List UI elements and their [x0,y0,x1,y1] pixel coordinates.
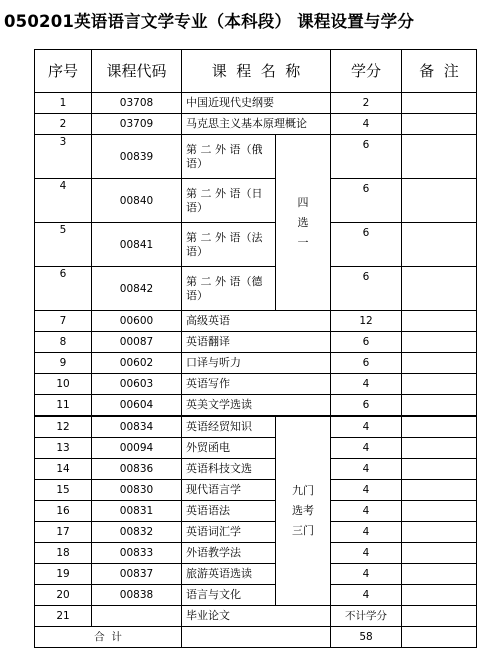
remarks-cell [402,564,477,585]
header-seq: 序号 [35,50,92,93]
credits-cell: 6 [331,223,402,267]
code-cell: 00833 [92,543,182,564]
course-name-cell: 第 二 外 语（德语） [182,267,276,311]
course-name-cell: 语言与文化 [182,585,276,606]
seq-cell: 18 [35,543,92,564]
seq-cell: 7 [35,311,92,332]
seq-cell: 4 [35,179,92,223]
table-row [35,395,477,417]
table-row [35,332,477,353]
remarks-cell [402,223,477,267]
seq-cell: 20 [35,585,92,606]
seq-cell: 3 [35,135,92,179]
code-cell: 00834 [92,416,182,438]
course-name-cell: 外语教学法 [182,543,276,564]
remarks-cell [402,522,477,543]
course-name-cell: 英语语法 [182,501,276,522]
remarks-cell [402,114,477,135]
remarks-cell [402,395,477,417]
table-row [35,438,477,459]
table-header-row [35,50,477,93]
credits-cell: 4 [331,543,402,564]
course-name-cell: 中国近现代史纲要 [182,93,331,114]
remarks-cell [402,416,477,438]
credits-cell: 4 [331,585,402,606]
code-cell: 00604 [92,395,182,417]
credits-cell: 4 [331,438,402,459]
seq-cell: 14 [35,459,92,480]
credits-cell: 2 [331,93,402,114]
total-credits: 58 [331,627,402,648]
credits-cell: 4 [331,374,402,395]
course-name-cell: 口译与听力 [182,353,331,374]
credits-cell: 6 [331,353,402,374]
course-name-cell: 现代语言学 [182,480,276,501]
seq-cell: 2 [35,114,92,135]
table-row [35,223,477,267]
course-name-cell: 外贸函电 [182,438,276,459]
header-name: 课 程 名 称 [182,50,331,93]
remarks-cell [402,93,477,114]
table-row [35,416,477,438]
code-cell: 00830 [92,480,182,501]
seq-cell: 8 [35,332,92,353]
code-cell: 00602 [92,353,182,374]
credits-cell: 6 [331,267,402,311]
code-cell: 00838 [92,585,182,606]
course-name-cell: 英美文学选读 [182,395,331,417]
code-cell: 03708 [92,93,182,114]
remarks-cell [402,501,477,522]
code-cell: 00094 [92,438,182,459]
course-name-cell: 毕业论文 [182,606,331,627]
code-cell: 00603 [92,374,182,395]
seq-cell: 12 [35,416,92,438]
code-cell: 00841 [92,223,182,267]
remarks-cell [402,179,477,223]
table-row [35,93,477,114]
total-name-cell [182,627,331,648]
code-cell: 00832 [92,522,182,543]
credits-cell: 不计学分 [331,606,402,627]
table-row [35,501,477,522]
code-cell: 00842 [92,267,182,311]
table-row [35,267,477,311]
seq-cell: 1 [35,93,92,114]
code-cell: 00836 [92,459,182,480]
seq-cell: 15 [35,480,92,501]
credits-cell: 4 [331,114,402,135]
seq-cell: 5 [35,223,92,267]
table-row [35,114,477,135]
table-row [35,135,477,179]
remarks-cell [402,543,477,564]
remarks-cell [402,135,477,179]
course-name-cell: 英语翻译 [182,332,331,353]
course-name-cell: 第 二 外 语（俄语） [182,135,276,179]
code-cell: 00839 [92,135,182,179]
code-cell: 00600 [92,311,182,332]
table-row [35,179,477,223]
table-row [35,543,477,564]
credits-cell: 6 [331,395,402,417]
credits-cell: 4 [331,501,402,522]
seq-cell: 16 [35,501,92,522]
seq-cell: 6 [35,267,92,311]
credits-cell: 4 [331,416,402,438]
remarks-cell [402,374,477,395]
total-remarks-cell [402,627,477,648]
code-cell: 00087 [92,332,182,353]
header-code: 课程代码 [92,50,182,93]
page-title: 050201英语语言文学专业（本科段） 课程设置与学分 [4,12,415,31]
credits-cell: 6 [331,135,402,179]
credits-cell: 4 [331,459,402,480]
remarks-cell [402,585,477,606]
header-credits: 学分 [331,50,402,93]
code-cell: 00837 [92,564,182,585]
total-row [35,627,477,648]
credits-cell: 4 [331,564,402,585]
table-row [35,353,477,374]
remarks-cell [402,459,477,480]
remarks-cell [402,311,477,332]
table-row [35,585,477,606]
credits-cell: 12 [331,311,402,332]
course-name-cell: 第 二 外 语（日语） [182,179,276,223]
total-label: 合 计 [35,627,182,648]
course-name-cell: 旅游英语选读 [182,564,276,585]
code-cell: 00831 [92,501,182,522]
seq-cell: 13 [35,438,92,459]
course-name-cell: 英语科技文选 [182,459,276,480]
table-row [35,522,477,543]
course-name-cell: 马克思主义基本原理概论 [182,114,331,135]
code-cell: 00840 [92,179,182,223]
course-name-cell: 英语经贸知识 [182,416,276,438]
elective-group-note [276,416,331,606]
code-cell [92,606,182,627]
remarks-cell [402,480,477,501]
remarks-cell [402,353,477,374]
remarks-cell [402,606,477,627]
credits-cell: 6 [331,332,402,353]
credits-cell: 4 [331,480,402,501]
elective-note-text: 四选一 [297,195,309,249]
table-row [35,311,477,332]
table-row [35,564,477,585]
course-name-cell: 高级英语 [182,311,331,332]
credits-cell: 6 [331,179,402,223]
remarks-cell [402,332,477,353]
elective-note-text: 九门选考三门 [292,484,314,537]
course-table [34,49,477,648]
seq-cell: 19 [35,564,92,585]
table-row [35,480,477,501]
course-name-cell: 第 二 外 语（法语） [182,223,276,267]
table-row [35,459,477,480]
table-row [35,374,477,395]
seq-cell: 21 [35,606,92,627]
credits-cell: 4 [331,522,402,543]
course-name-cell: 英语写作 [182,374,331,395]
seq-cell: 17 [35,522,92,543]
seq-cell: 10 [35,374,92,395]
table-row [35,606,477,627]
remarks-cell [402,267,477,311]
code-cell: 03709 [92,114,182,135]
header-remarks: 备 注 [402,50,477,93]
seq-cell: 9 [35,353,92,374]
elective-group-note [276,135,331,311]
seq-cell: 11 [35,395,92,417]
course-name-cell: 英语词汇学 [182,522,276,543]
remarks-cell [402,438,477,459]
